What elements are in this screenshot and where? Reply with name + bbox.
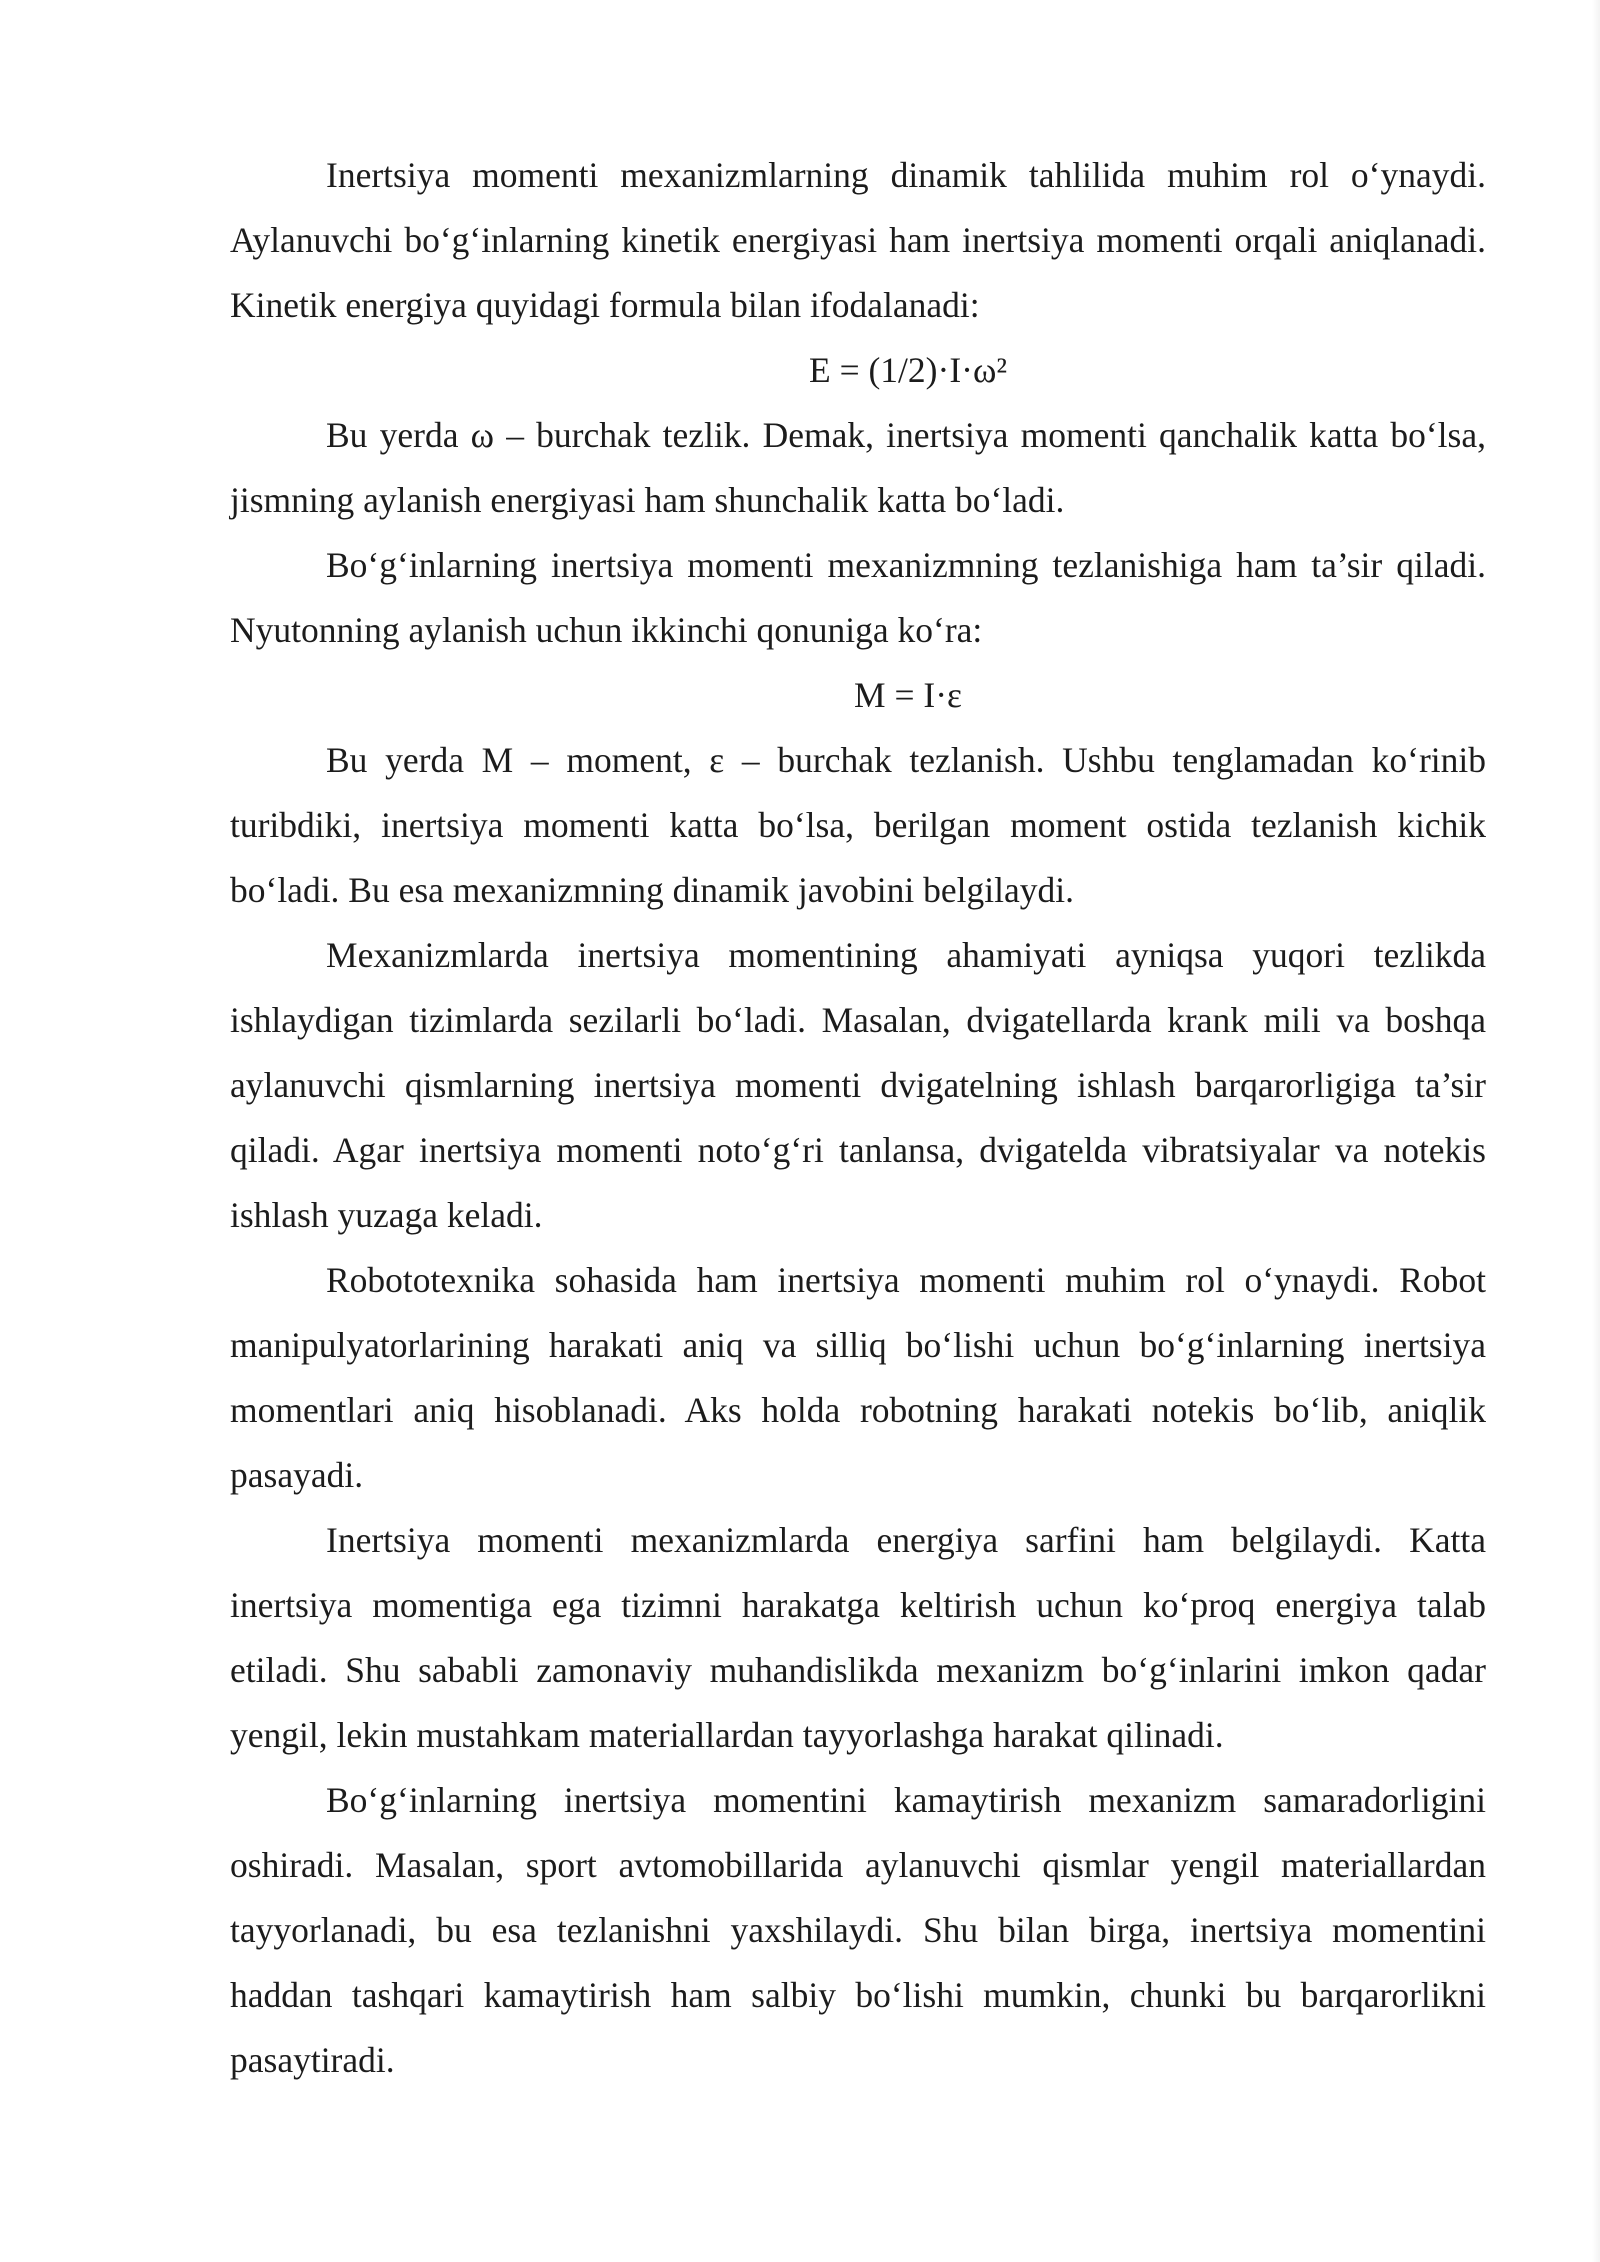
document-body: [230, 143, 1486, 2093]
page-edge-shadow: [1592, 0, 1600, 2262]
paragraph-robotics: Robototexnika sohasida ham inertsiya momenti muhim rol o‘ynaydi. Robot manipulyatorlarining harakati aniq va silliq bo‘lishi uchun bo‘g‘inlarning inertsiya momentlari aniq hisoblanadi. Aks holda robotning harakati notekis bo‘lib, aniqlik pasayadi.: [230, 1260, 1486, 1495]
paragraph-engines: Mexanizmlarda inertsiya momentining ahamiyati ayniqsa yuqori tezlikda ishlaydigan tizimlarda sezilarli bo‘ladi. Masalan, dvigatellarda krank mili va boshqa aylanuvchi qismlarning inertsiya momenti dvigatelning ishlash barqarorligiga ta’sir qiladi. Agar inertsiya momenti noto‘g‘ri tanlansa, dvigatelda vibratsiyalar va notekis ishlash yuzaga keladi.: [230, 935, 1486, 1235]
paragraph-kinetic-energy: Inertsiya momenti mexanizmlarning dinamik tahlilida muhim rol o‘ynaydi. Aylanuvchi bo‘g‘inlarning kinetik energiyasi ham inertsiya momenti orqali aniqlanadi. Kinetik energiya quyidagi formula bilan ifodalanadi:: [230, 155, 1486, 325]
paragraph-moment-explanation: Bu yerda M – moment, ε – burchak tezlanish. Ushbu tenglamadan ko‘rinib turibdiki, inertsiya momenti katta bo‘lsa, berilgan moment ostida tezlanish kichik bo‘ladi. Bu esa mexanizmning dinamik javobini belgilaydi.: [230, 740, 1486, 910]
formula-newton-rotation: M = I·ε: [854, 675, 962, 715]
paragraph-acceleration: Bo‘g‘inlarning inertsiya momenti mexanizmning tezlanishiga ham ta’sir qiladi. Nyutonning aylanish uchun ikkinchi qonuniga ko‘ra:: [230, 545, 1486, 650]
paragraph-energy-consumption: Inertsiya momenti mexanizmlarda energiya sarfini ham belgilaydi. Katta inertsiya momentiga ega tizimni harakatga keltirish uchun ko‘proq energiya talab etiladi. Shu sababli zamonaviy muhandislikda mexanizm bo‘g‘inlarini imkon qadar yengil, lekin mustahkam materiallardan tayyorlashga harakat qilinadi.: [230, 1520, 1486, 1755]
formula-kinetic-energy: E = (1/2)·I·ω²: [809, 350, 1007, 390]
paragraph-angular-velocity: Bu yerda ω – burchak tezlik. Demak, inertsiya momenti qanchalik katta bo‘lsa, jismning aylanish energiyasi ham shunchalik katta bo‘ladi.: [230, 415, 1486, 520]
paragraph-efficiency: Bo‘g‘inlarning inertsiya momentini kamaytirish mexanizm samaradorligini oshiradi. Masalan, sport avtomobillarida aylanuvchi qismlar yengil materiallardan tayyorlanadi, bu esa tezlanishni yaxshilaydi. Shu bilan birga, inertsiya momentini haddan tashqari kamaytirish ham salbiy bo‘lishi mumkin, chunki bu barqarorlikni pasaytiradi.: [230, 1780, 1486, 2080]
